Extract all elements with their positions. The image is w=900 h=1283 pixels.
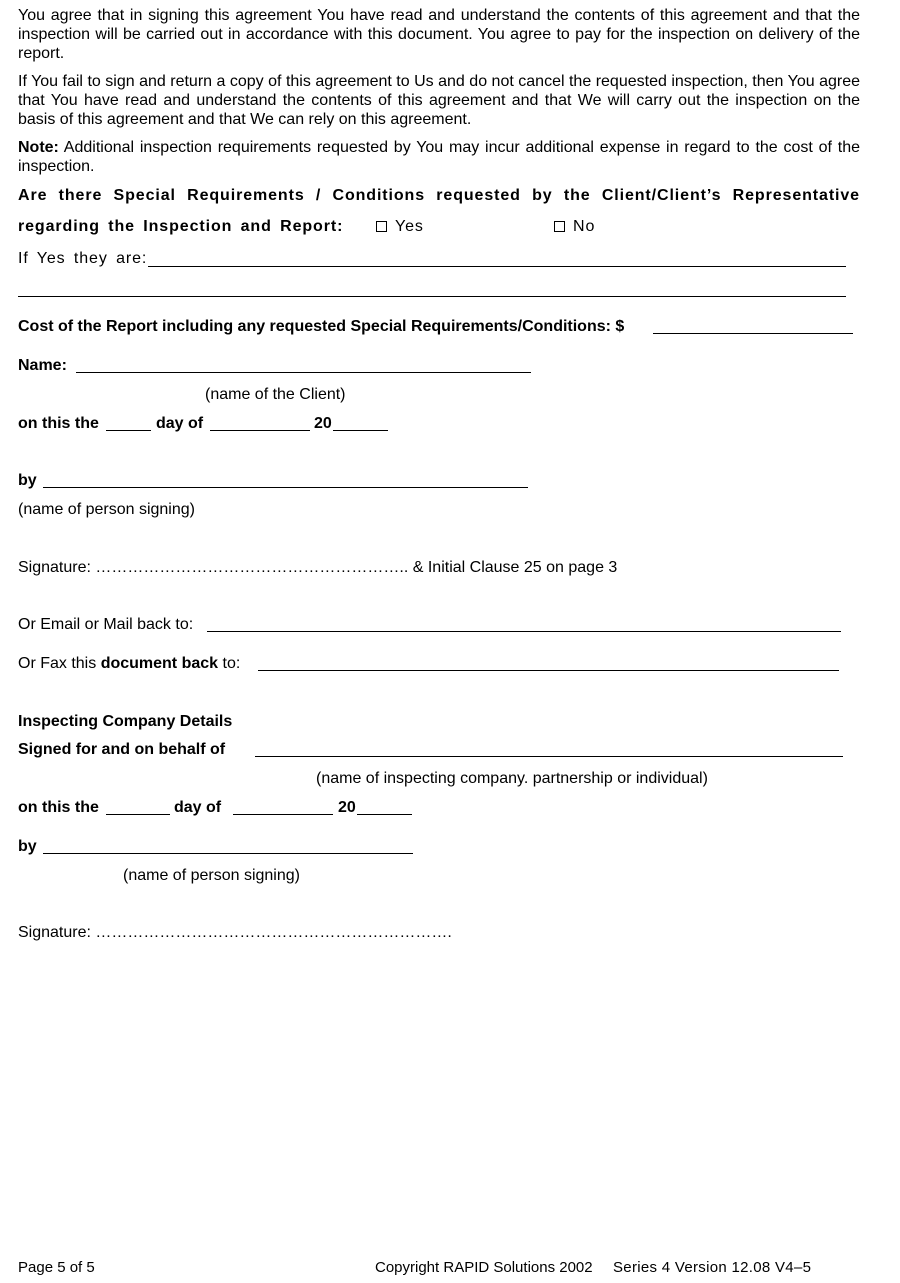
if-yes-label: If Yes they are: [18,250,148,267]
note-text: Additional inspection requirements requested by You may incur additional expense in regard to the cost of the inspection. [18,139,860,175]
company-year-prefix: 20 [338,799,356,816]
yes-label: Yes [395,218,424,235]
client-year-field[interactable] [333,430,388,431]
no-option[interactable] [554,217,595,236]
cost-label: Cost of the Report including any requested Special Requirements/Conditions: $ [18,318,625,335]
client-signature-dots: ………………………………………………….. [95,559,409,576]
special-requirements-question: Are there Special Requirements / Conditions requested by the Client/Client’s Representative [18,187,860,204]
fax-suffix: to: [218,655,241,672]
footer-version: Series 4 Version 12.08 V4–5 [613,1259,812,1276]
company-name-caption: (name of inspecting company. partnership or individual) [316,770,708,787]
company-signature-dots: …………………………………………………………. [95,924,452,941]
yes-checkbox[interactable] [376,221,387,232]
client-by-field[interactable] [43,487,528,488]
no-label: No [573,218,596,235]
client-by-caption: (name of person signing) [18,501,195,518]
signed-on-behalf-label: Signed for and on behalf of [18,741,226,758]
if-yes-field[interactable] [148,266,846,267]
company-month-field[interactable] [233,814,333,815]
client-date-on-this-the: on this the [18,415,99,432]
company-date-on-this-the: on this the [18,799,99,816]
special-requirements-question-cont: regarding the Inspection and Report: [18,218,344,235]
cost-field[interactable] [653,333,853,334]
if-yes-field-continued[interactable] [18,296,846,297]
note-label: Note: [18,139,59,156]
fax-bold: document back [100,655,219,672]
client-name-caption: (name of the Client) [205,386,346,403]
footer-copyright: Copyright RAPID Solutions 2002 [375,1259,593,1276]
client-name-field[interactable] [76,372,531,373]
email-field[interactable] [207,631,841,632]
company-by-label: by [18,838,37,855]
name-label: Name: [18,357,67,374]
fax-field[interactable] [258,670,839,671]
agreement-paragraph-1: You agree that in signing this agreement You have read and understand the contents of this agreement and that the inspection will be carried out in accordance with this document. You agree to pay for the inspection on delivery of the report. [18,7,860,62]
company-year-field[interactable] [357,814,412,815]
client-by-label: by [18,472,37,489]
company-day-field[interactable] [106,814,170,815]
client-signature-label: Signature: [18,559,96,576]
company-date-day-of: day of [174,799,222,816]
note-paragraph [18,138,860,176]
company-signature-line[interactable] [18,923,452,942]
client-month-field[interactable] [210,430,310,431]
client-year-prefix: 20 [314,415,332,432]
fax-label [18,654,240,673]
company-heading: Inspecting Company Details [18,713,233,730]
company-signature-label: Signature: [18,924,96,941]
yes-option[interactable] [376,217,424,236]
company-by-caption: (name of person signing) [123,867,300,884]
client-signature-line[interactable] [18,558,617,577]
email-label: Or Email or Mail back to: [18,616,194,633]
company-by-field[interactable] [43,853,413,854]
agreement-paragraph-2: If You fail to sign and return a copy of this agreement to Us and do not cancel the requested inspection, then You agree that You have read and understand the contents of this agreement and that We will carry out the inspection on the basis of this agreement and that We can rely on this agreement. [18,73,860,128]
client-day-field[interactable] [106,430,151,431]
company-name-field[interactable] [255,756,843,757]
footer-page-number: Page 5 of 5 [18,1259,95,1276]
initial-clause-note: & Initial Clause 25 on page 3 [408,559,618,576]
client-date-day-of: day of [156,415,204,432]
fax-prefix: Or Fax this [18,655,101,672]
no-checkbox[interactable] [554,221,565,232]
